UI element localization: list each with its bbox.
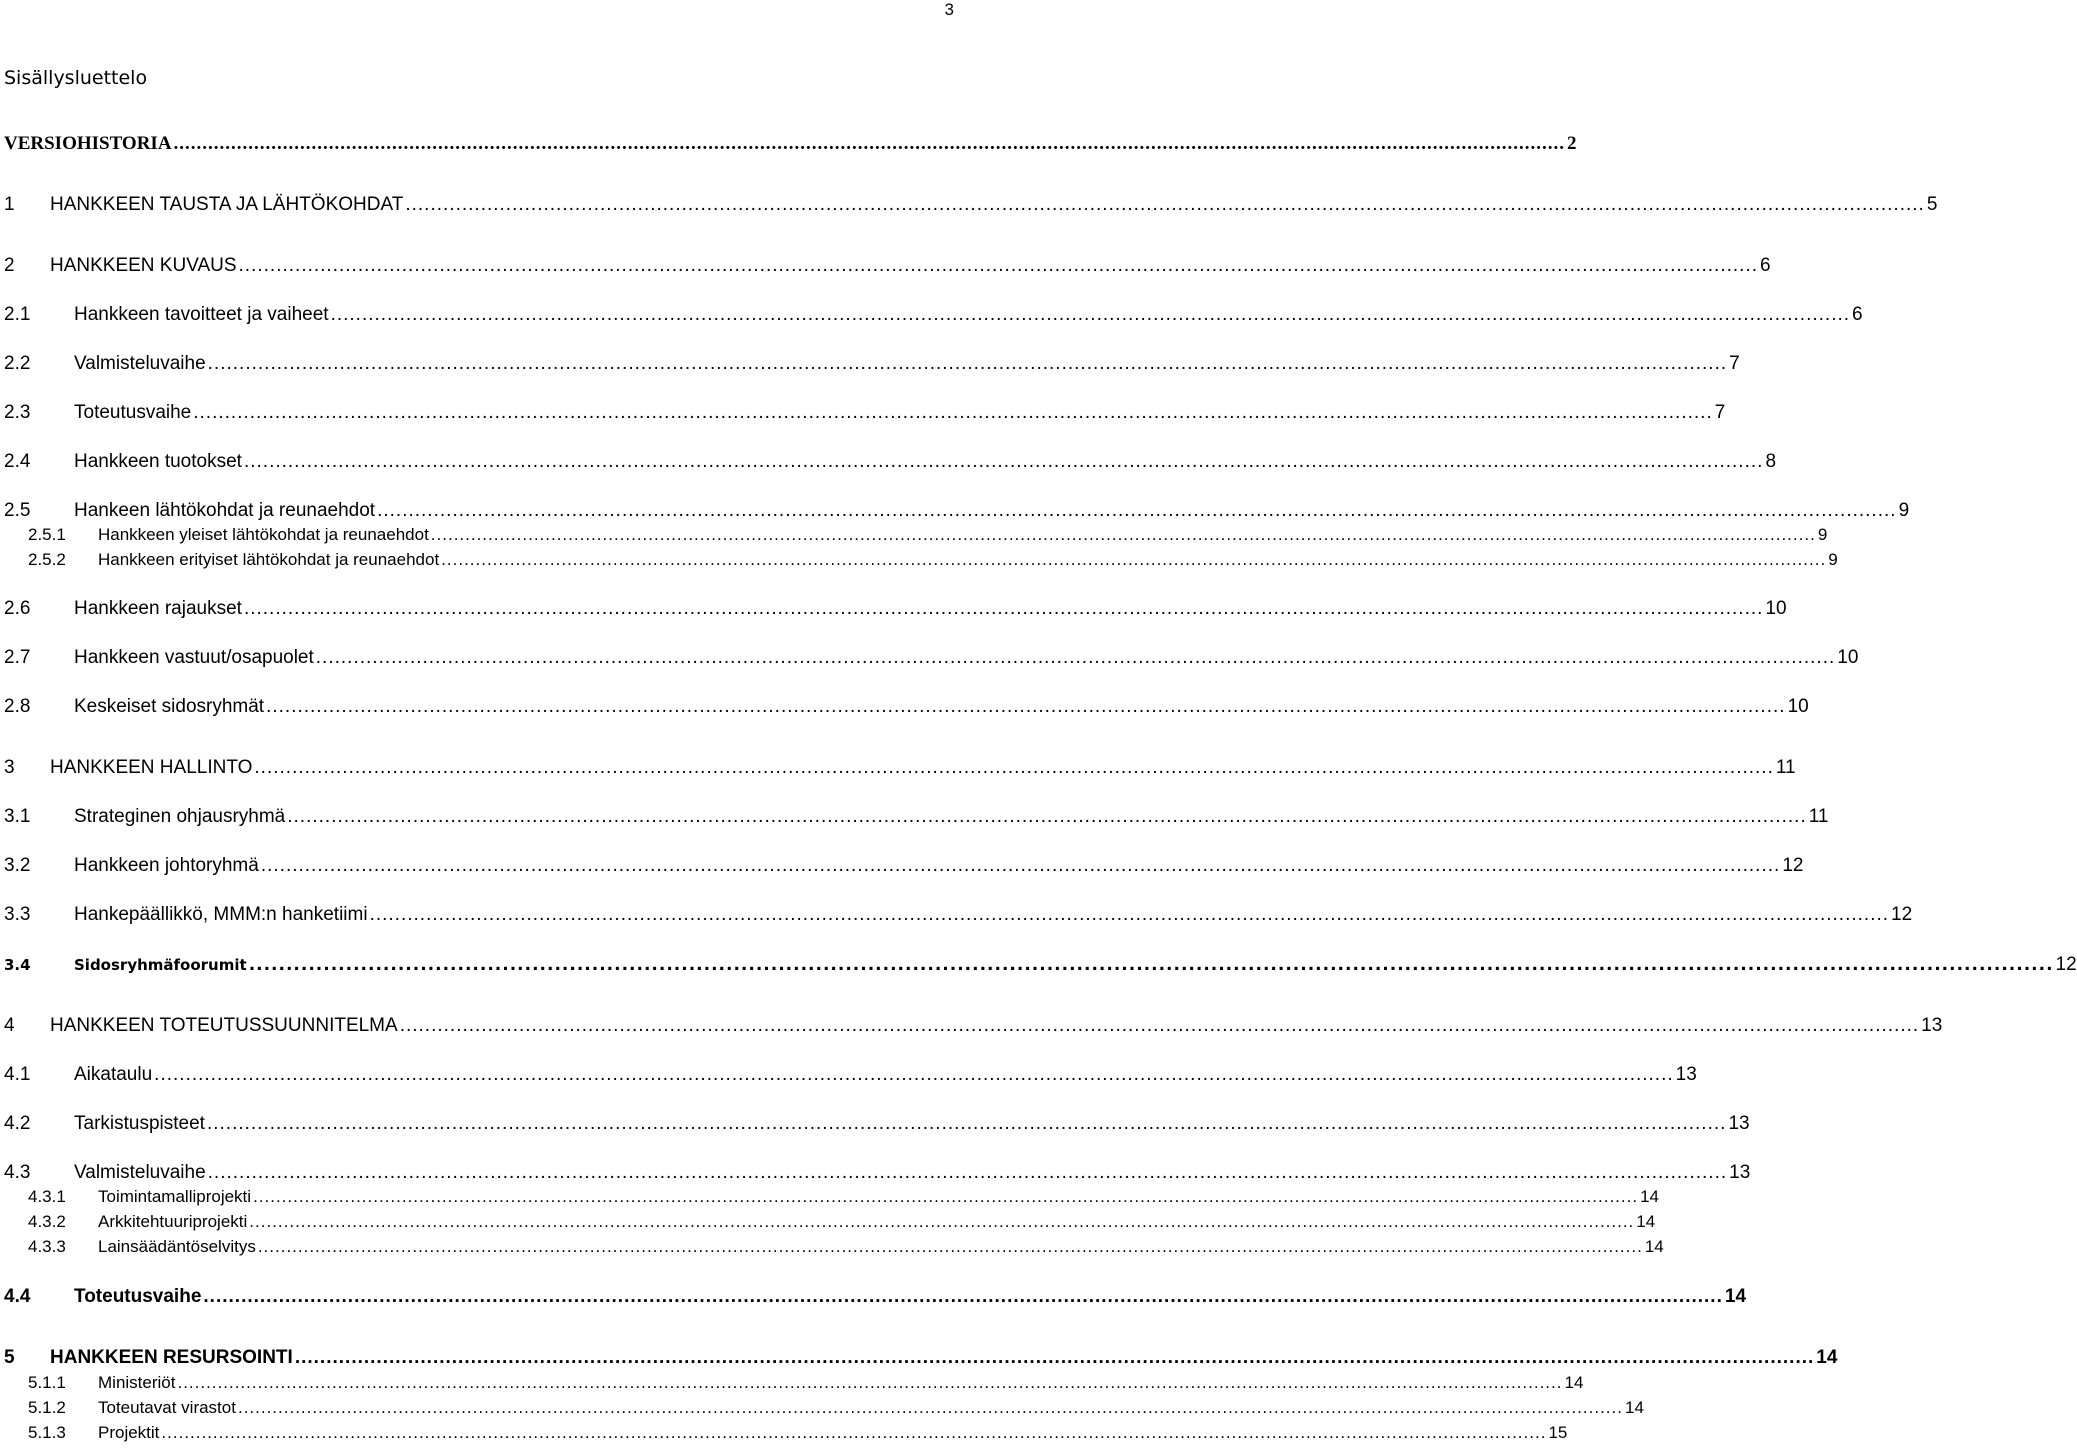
toc-dot-leader xyxy=(266,695,1785,719)
toc-entry-title: Valmisteluvaihe xyxy=(74,353,206,374)
toc-entry[interactable] xyxy=(0,1186,1659,1208)
toc-entry-number: 4.3.1 xyxy=(28,1187,66,1206)
toc-entry-page: 10 xyxy=(1837,647,1859,668)
toc-entry[interactable] xyxy=(0,1112,1750,1136)
toc-entry-number: 4.3.3 xyxy=(28,1237,66,1256)
toc-entry[interactable] xyxy=(0,549,1838,571)
toc-entry[interactable] xyxy=(0,1422,1568,1444)
toc-dot-leader xyxy=(287,805,1806,829)
toc-entry[interactable] xyxy=(0,132,1577,156)
toc-entry-number: 3.1 xyxy=(4,806,31,827)
toc-entry-page: 10 xyxy=(1787,696,1809,717)
toc-entry-page: 9 xyxy=(1898,500,1910,521)
toc-dot-leader xyxy=(244,450,1763,474)
toc-entry-page: 11 xyxy=(1808,806,1829,827)
toc-entry[interactable] xyxy=(0,450,1777,474)
toc-entry-number: 2.5 xyxy=(4,500,31,521)
toc-entry[interactable] xyxy=(0,1372,1584,1394)
toc-dot-leader xyxy=(208,352,1727,376)
toc-entry-page: 2 xyxy=(1567,133,1577,154)
toc-entry[interactable] xyxy=(0,1063,1697,1087)
toc-dot-leader xyxy=(177,1372,1562,1394)
toc-entry-number: 1 xyxy=(4,194,15,215)
toc-entry[interactable] xyxy=(0,401,1726,425)
toc-entry-title: Ministeriöt xyxy=(98,1373,176,1392)
toc-entry-number: 2.6 xyxy=(4,598,31,619)
toc-entry-title: HANKKEEN KUVAUS xyxy=(50,255,237,276)
toc-entry-page: 7 xyxy=(1729,353,1740,374)
toc-entry[interactable] xyxy=(0,1236,1664,1258)
toc-entry-page: 14 xyxy=(1816,1347,1838,1368)
toc-entry-page: 10 xyxy=(1765,598,1787,619)
toc-entry-number: 4.2 xyxy=(4,1113,31,1134)
toc-dot-leader xyxy=(261,854,1780,878)
toc-dot-leader xyxy=(331,303,1850,327)
toc-entry-title: Hankeen lähtökohdat ja reunaehdot xyxy=(74,500,376,521)
toc-entry-title: Hankepäällikkö, MMM:n hanketiimi xyxy=(74,904,368,925)
toc-entry-page: 12 xyxy=(1782,855,1804,876)
toc-entry-number: 2.8 xyxy=(4,696,31,717)
toc-entry-number: 2.3 xyxy=(4,402,31,423)
toc-entry-number: 2.5.1 xyxy=(28,525,66,544)
toc-entry[interactable] xyxy=(0,1346,1838,1370)
toc-dot-leader xyxy=(203,1285,1722,1309)
toc-entry-title: HANKKEEN HALLINTO xyxy=(50,757,253,778)
toc-entry[interactable] xyxy=(0,1014,1943,1038)
toc-entry-page: 13 xyxy=(1729,1162,1751,1183)
toc-entry-title: Keskeiset sidosryhmät xyxy=(74,696,265,717)
toc-entry-title: Hankkeen vastuut/osapuolet xyxy=(74,647,314,668)
toc-dot-leader xyxy=(244,597,1763,621)
toc-entry[interactable] xyxy=(0,193,1938,217)
toc-entry-number: 2.2 xyxy=(4,353,31,374)
toc-entry-page: 14 xyxy=(1644,1237,1664,1256)
toc-entry-number: 5.1.1 xyxy=(28,1373,66,1392)
toc-dot-leader xyxy=(174,132,1566,156)
toc-entry[interactable] xyxy=(0,1211,1656,1233)
toc-entry[interactable] xyxy=(0,953,2077,977)
toc-entry-title: Hankkeen rajaukset xyxy=(74,598,242,619)
toc-entry[interactable] xyxy=(0,597,1787,621)
toc-dot-leader xyxy=(400,1014,1919,1038)
toc-entry[interactable] xyxy=(0,805,1829,829)
toc-entry-number: 4.1 xyxy=(4,1064,31,1085)
toc-heading: Sisällysluettelo xyxy=(4,67,148,89)
toc-entry-title: Hankkeen tuotokset xyxy=(74,451,242,472)
toc-entry-number: 3 xyxy=(4,757,15,778)
toc-entry-page: 8 xyxy=(1765,451,1777,472)
toc-entry[interactable] xyxy=(0,646,1859,670)
page-number: 3 xyxy=(944,0,954,19)
toc-dot-leader xyxy=(253,1186,1638,1208)
toc-entry[interactable] xyxy=(0,903,1913,927)
toc-entry[interactable] xyxy=(0,695,1809,719)
toc-entry-title: Valmisteluvaihe xyxy=(74,1162,206,1183)
toc-entry-number: 5 xyxy=(4,1347,15,1368)
toc-dot-leader xyxy=(370,903,1889,927)
toc-dot-leader xyxy=(254,756,1773,780)
toc-entry-page: 14 xyxy=(1724,1286,1747,1307)
toc-dot-leader xyxy=(207,1112,1726,1136)
toc-entry-title: Toteutavat virastot xyxy=(98,1398,236,1417)
toc-entry-page: 5 xyxy=(1926,194,1938,215)
toc-entry-title: Toteutusvaihe xyxy=(74,1286,202,1307)
toc-entry[interactable] xyxy=(0,1397,1644,1419)
toc-entry-page: 15 xyxy=(1548,1423,1568,1442)
toc-entry-page: 13 xyxy=(1921,1015,1943,1036)
toc-entry-page: 9 xyxy=(1828,550,1838,569)
toc-entry[interactable] xyxy=(0,303,1863,327)
toc-entry-title: Lainsäädäntöselvitys xyxy=(98,1237,256,1256)
toc-entry[interactable] xyxy=(0,1285,1747,1309)
toc-entry-page: 6 xyxy=(1760,255,1771,276)
toc-entry-title: Toteutusvaihe xyxy=(74,402,192,423)
toc-entry-page: 14 xyxy=(1564,1373,1584,1392)
toc-entry-page: 9 xyxy=(1817,525,1828,544)
toc-entry-page: 14 xyxy=(1636,1212,1656,1231)
toc-entry-number: 4 xyxy=(4,1015,15,1036)
toc-entry-page: 14 xyxy=(1640,1187,1659,1206)
toc-entry-number: 3.2 xyxy=(4,855,31,876)
toc-dot-leader xyxy=(161,1422,1546,1444)
toc-entry-title: Projektit xyxy=(98,1423,160,1442)
toc-entry-title: Tarkistuspisteet xyxy=(74,1113,205,1134)
toc-entry[interactable] xyxy=(0,499,1910,523)
toc-entry-number: 3.4 xyxy=(4,956,31,974)
toc-dot-leader xyxy=(239,254,1758,278)
toc-entry-page: 13 xyxy=(1675,1064,1697,1085)
toc-dot-leader xyxy=(405,193,1924,217)
toc-entry-page: 14 xyxy=(1624,1398,1644,1417)
toc-entry-page: 11 xyxy=(1775,757,1796,778)
toc-entry-title: HANKKEEN TAUSTA JA LÄHTÖKOHDAT xyxy=(50,194,404,215)
toc-entry-page: 12 xyxy=(2055,954,2077,975)
toc-dot-leader xyxy=(154,1063,1673,1087)
toc-entry-number: 4.4 xyxy=(4,1286,31,1307)
toc-dot-leader xyxy=(238,1397,1623,1419)
toc-entry-page: 7 xyxy=(1714,402,1726,423)
toc-dot-leader xyxy=(249,953,2054,977)
toc-entry[interactable] xyxy=(0,854,1804,878)
toc-entry-page: 12 xyxy=(1891,904,1913,925)
toc-entry-number: 2.5.2 xyxy=(28,550,66,569)
toc-dot-leader xyxy=(258,1236,1643,1258)
toc-entry-number: 2.1 xyxy=(4,304,31,325)
toc-entry-title: HANKKEEN TOTEUTUSSUUNNITELMA xyxy=(50,1015,398,1036)
toc-entry[interactable] xyxy=(0,254,1771,278)
toc-entry[interactable] xyxy=(0,524,1828,546)
toc-dot-leader xyxy=(249,1211,1634,1233)
toc-entry-title: Arkkitehtuuriprojekti xyxy=(98,1212,248,1231)
toc-entry[interactable] xyxy=(0,756,1796,780)
toc-entry-title: VERSIOHISTORIA xyxy=(4,133,172,154)
toc-dot-leader xyxy=(377,499,1896,523)
toc-entry-title: Hankkeen tavoitteet ja vaiheet xyxy=(74,304,329,325)
toc-entry-number: 5.1.2 xyxy=(28,1398,66,1417)
toc-dot-leader xyxy=(441,549,1826,571)
toc-entry-title: Aikataulu xyxy=(74,1064,153,1085)
toc-entry-title: Hankkeen erityiset lähtökohdat ja reunaehdot xyxy=(98,550,440,569)
toc-entry-number: 2.4 xyxy=(4,451,31,472)
toc-dot-leader xyxy=(316,646,1835,670)
toc-entry-number: 4.3 xyxy=(4,1162,31,1183)
toc-entry-number: 2 xyxy=(4,255,15,276)
toc-entry-number: 2.7 xyxy=(4,647,31,668)
toc-dot-leader xyxy=(193,401,1712,425)
toc-dot-leader xyxy=(208,1161,1727,1185)
toc-entry-number: 5.1.3 xyxy=(28,1423,66,1442)
toc-entry-title: Hankkeen johtoryhmä xyxy=(74,855,259,876)
toc-dot-leader xyxy=(295,1346,1814,1370)
toc-entry-title: HANKKEEN RESURSOINTI xyxy=(50,1347,293,1368)
toc-entry-title: Sidosryhmäfoorumit xyxy=(74,956,247,974)
toc-dot-leader xyxy=(431,524,1816,546)
toc-entry[interactable] xyxy=(0,1161,1751,1185)
toc-entry-title: Strateginen ohjausryhmä xyxy=(74,806,286,827)
toc-entry-title: Hankkeen yleiset lähtökohdat ja reunaehdot xyxy=(98,525,429,544)
toc-entry-number: 3.3 xyxy=(4,904,31,925)
toc-entry-page: 6 xyxy=(1852,304,1863,325)
toc-entry[interactable] xyxy=(0,352,1740,376)
toc-entry-title: Toimintamalliprojekti xyxy=(98,1187,252,1206)
toc-entry-page: 13 xyxy=(1728,1113,1750,1134)
toc-entry-number: 4.3.2 xyxy=(28,1212,66,1231)
